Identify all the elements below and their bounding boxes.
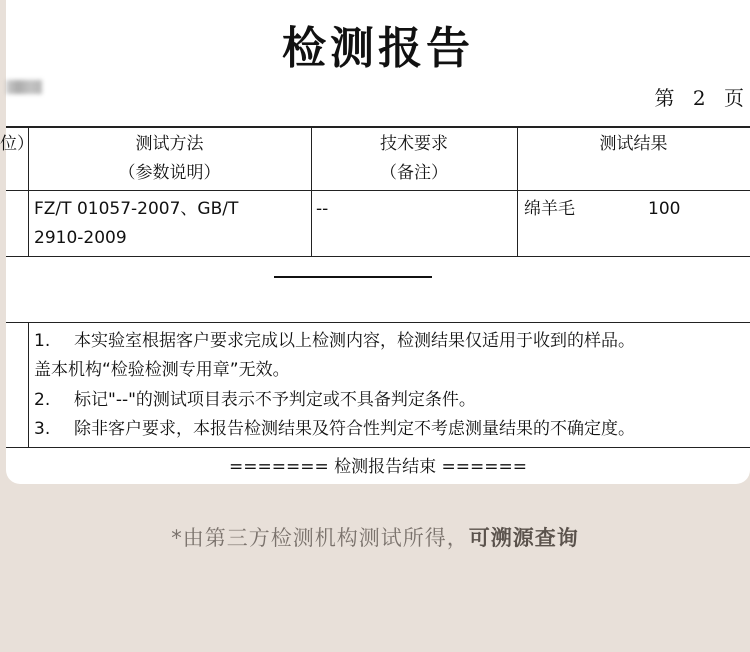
- header-partial-cell: [0, 130, 34, 159]
- source-caption: [0, 522, 750, 552]
- table-header-divider: [6, 190, 750, 191]
- separator-line: [274, 276, 432, 278]
- note-item: 1. 本实验室根据客户要求完成以上检测内容，检测结果仅适用于收到的样品。: [34, 331, 635, 351]
- row-requirement: --: [316, 199, 329, 219]
- notes-top-border: [6, 322, 750, 323]
- redacted-report-id: [6, 80, 42, 94]
- header-method-subtitle: （参数说明）: [118, 163, 221, 183]
- header-result-title: 测试结果: [599, 134, 668, 154]
- report-title: 检测报告: [282, 23, 474, 74]
- header-requirement-subtitle: （备注）: [380, 163, 448, 183]
- header-requirement: [311, 130, 517, 188]
- header-result: [517, 130, 750, 159]
- row-method: [34, 195, 238, 253]
- report-end-marker: ======= 检测报告结束 ======: [229, 457, 527, 477]
- notes-left-border: [28, 322, 29, 447]
- note-item: 3. 除非客户要求，本报告检测结果及符合性判定不考虑测量结果的不确定度。: [34, 419, 635, 439]
- header-partial-text: 位）: [0, 134, 34, 154]
- note-item: 盖本机构“检验检测专用章”无效。: [34, 360, 290, 380]
- row-result-value: 100: [648, 199, 681, 219]
- note-item: 2. 标记"--"的测试项目表示不予判定或不具备判定条件。: [34, 390, 476, 410]
- caption-emphasis: 可溯源查询: [468, 526, 579, 550]
- caption-prefix: *由第三方检测机构测试所得，: [171, 526, 469, 550]
- row-result-fiber: 绵羊毛: [524, 199, 575, 219]
- table-top-border: [6, 126, 750, 128]
- table-row-divider: [6, 256, 750, 257]
- notes-bottom-border: [6, 447, 750, 448]
- row-method-line1: FZ/T 01057-2007、GB/T: [34, 199, 239, 219]
- row-method-line2: 2910-2009: [34, 228, 127, 248]
- header-method-title: 测试方法: [135, 134, 204, 154]
- page-number: 第 2 页: [654, 86, 750, 110]
- header-requirement-title: 技术要求: [380, 134, 448, 154]
- header-method: [28, 130, 311, 188]
